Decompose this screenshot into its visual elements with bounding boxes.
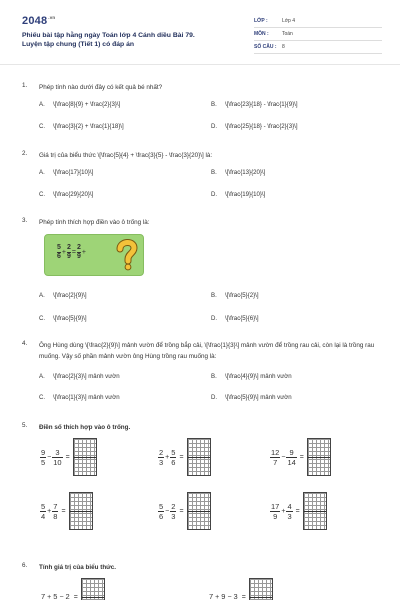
class-value: Lớp 4	[282, 18, 296, 24]
operator: −	[227, 593, 232, 600]
fraction: 3 10	[53, 447, 62, 467]
question-6	[22, 562, 382, 574]
operator: +	[165, 453, 170, 461]
fill-in-item	[270, 492, 327, 530]
fraction: 2 3	[171, 501, 176, 521]
operator: +	[47, 507, 52, 515]
class-label: LỚP :	[254, 18, 268, 24]
fraction: 7 8	[53, 501, 58, 521]
question-count-label: SỐ CÂU :	[254, 44, 277, 50]
equals-sign: =	[179, 453, 184, 461]
worksheet-meta	[254, 15, 382, 54]
fraction: 5	[53, 592, 58, 600]
question-3	[22, 217, 382, 227]
fraction: 17 9	[271, 501, 280, 521]
fraction: 5 4	[41, 501, 46, 521]
fill-in-item	[158, 492, 211, 530]
fraction: 9	[221, 592, 226, 600]
answer-box[interactable]	[73, 438, 97, 476]
option-a[interactable]: A. \[\frac{17}{10}\]	[39, 169, 94, 176]
fraction: 12 7	[271, 447, 280, 467]
option-a[interactable]: A. \[\frac{2}{9}\]	[39, 292, 87, 299]
question-mark-icon	[114, 238, 140, 272]
fraction: 5 6	[57, 244, 61, 260]
question-number: 4.	[22, 340, 28, 347]
question-4	[22, 340, 382, 404]
question-count-row	[254, 41, 382, 54]
option-c[interactable]: C. \[\frac{29}{20}\]	[39, 191, 94, 198]
fraction: 5 6	[171, 447, 176, 467]
option-d[interactable]: D. \[\frac{25}{18} - \frac{2}{3}\]	[211, 123, 298, 130]
class-row	[254, 15, 382, 28]
equals-sign: =	[295, 507, 300, 515]
option-d[interactable]: D. \[\frac{5}{6}\]	[211, 315, 259, 322]
fraction: 2	[65, 592, 70, 600]
worksheet-header	[22, 15, 382, 63]
header-divider	[0, 64, 400, 65]
operator: +	[215, 593, 220, 600]
subject-row	[254, 28, 382, 41]
fill-in-item	[40, 438, 97, 476]
title-line-1: Phiếu bài tập hằng ngày Toán lớp 4 Cánh diều Bài 79.	[22, 32, 195, 39]
subject-value: Toán	[282, 31, 293, 37]
expression-item	[40, 578, 105, 600]
answer-box[interactable]	[81, 578, 105, 600]
worksheet-title	[22, 31, 252, 49]
answer-box[interactable]	[303, 492, 327, 530]
equals-sign: =	[299, 453, 304, 461]
fraction: 2 9	[77, 244, 81, 260]
fraction: 4 3	[287, 501, 292, 521]
equals-sign: =	[65, 453, 70, 461]
question-number: 5.	[22, 422, 28, 429]
subject-label: MÔN :	[254, 31, 269, 37]
operator: =	[71, 249, 76, 256]
answer-box[interactable]	[187, 492, 211, 530]
answer-box[interactable]	[69, 492, 93, 530]
equals-sign: =	[73, 593, 78, 600]
equals-sign: =	[61, 507, 66, 515]
question-1	[22, 82, 382, 132]
operator: −	[47, 453, 52, 461]
option-b[interactable]: B. \[\frac{5}{2}\]	[211, 292, 259, 299]
question-number: 1.	[22, 82, 28, 89]
option-b[interactable]: B. \[\frac{4}{9}\] mảnh vườn	[211, 373, 292, 380]
operator: −	[165, 507, 170, 515]
question-count-value: 8	[282, 44, 285, 50]
operator: +	[61, 249, 66, 256]
fill-in-item	[158, 438, 211, 476]
option-d[interactable]: D. \[\frac{19}{10}\]	[211, 191, 266, 198]
operator: +	[47, 593, 52, 600]
question-2	[22, 150, 382, 200]
question-text: Ông Hùng dùng \[\frac{2}{9}\] mảnh vườn để trồng bắp cải, \[\frac{1}{3}\] mảnh vườn để trồng rau cải, còn lại là trồng rau muống. Vậy số phần mảnh vườn ông Hùng trồng rau muống là:	[39, 342, 375, 360]
question-text: Phép tính nào dưới đây có kết quả bé nhất?	[39, 84, 163, 91]
question-text: Điền số thích hợp vào ô trống.	[39, 424, 131, 431]
fraction: 2 3	[159, 447, 164, 467]
question-5	[22, 422, 382, 434]
question-text: Giá trị của biểu thức \[\frac{5}{4} + \frac{3}{5} - \frac{3}{20}\] là:	[39, 152, 213, 159]
question-3-expression-card	[44, 234, 144, 276]
answer-box[interactable]	[249, 578, 273, 600]
fill-in-item	[270, 438, 331, 476]
operator: −	[59, 593, 64, 600]
question-number: 6.	[22, 562, 28, 569]
option-c[interactable]: C. \[\frac{5}{9}\]	[39, 315, 87, 322]
question-3-expression	[57, 244, 87, 261]
fraction: 7	[209, 592, 214, 600]
site-logo[interactable]: $2048^{.vn}$	[22, 15, 56, 27]
fraction: 9 14	[287, 447, 296, 467]
question-text: Phép tính thích hợp điền vào ô trống là:	[39, 219, 150, 226]
fill-in-item	[40, 492, 93, 530]
option-c[interactable]: C. \[\frac{3}{2} + \frac{1}{18}\]	[39, 123, 124, 130]
option-b[interactable]: B. \[\frac{23}{18} - \frac{1}{9}\]	[211, 101, 298, 108]
fraction: 7	[41, 592, 46, 600]
question-text: Tính giá trị của biểu thức.	[39, 564, 116, 571]
equals-sign: =	[241, 593, 246, 600]
operator: −	[281, 453, 286, 461]
fraction: 2 9	[67, 244, 71, 260]
operator: +	[281, 507, 286, 515]
option-a[interactable]: A. \[\frac{2}{3}\] mảnh vườn	[39, 373, 120, 380]
option-d[interactable]: D. \[\frac{5}{9}\] mảnh vườn	[211, 394, 292, 401]
answer-box[interactable]	[307, 438, 331, 476]
option-c[interactable]: C. \[\frac{1}{3}\] mảnh vườn	[39, 394, 120, 401]
fraction: 5 6	[159, 501, 164, 521]
fraction: 9 5	[41, 447, 46, 467]
question-number: 3.	[22, 217, 28, 224]
question-3-options	[22, 292, 382, 322]
question-number: 2.	[22, 150, 28, 157]
option-a[interactable]: A. \[\frac{8}{9} + \frac{2}{3}\]	[39, 101, 121, 108]
fraction: 3	[233, 592, 238, 600]
equals-sign: =	[179, 507, 184, 515]
operator: +	[81, 249, 86, 256]
title-line-2: Luyện tập chung (Tiết 1) có đáp án	[22, 41, 135, 48]
option-b[interactable]: B. \[\frac{13}{20}\]	[211, 169, 266, 176]
answer-box[interactable]	[187, 438, 211, 476]
expression-item	[208, 578, 273, 600]
